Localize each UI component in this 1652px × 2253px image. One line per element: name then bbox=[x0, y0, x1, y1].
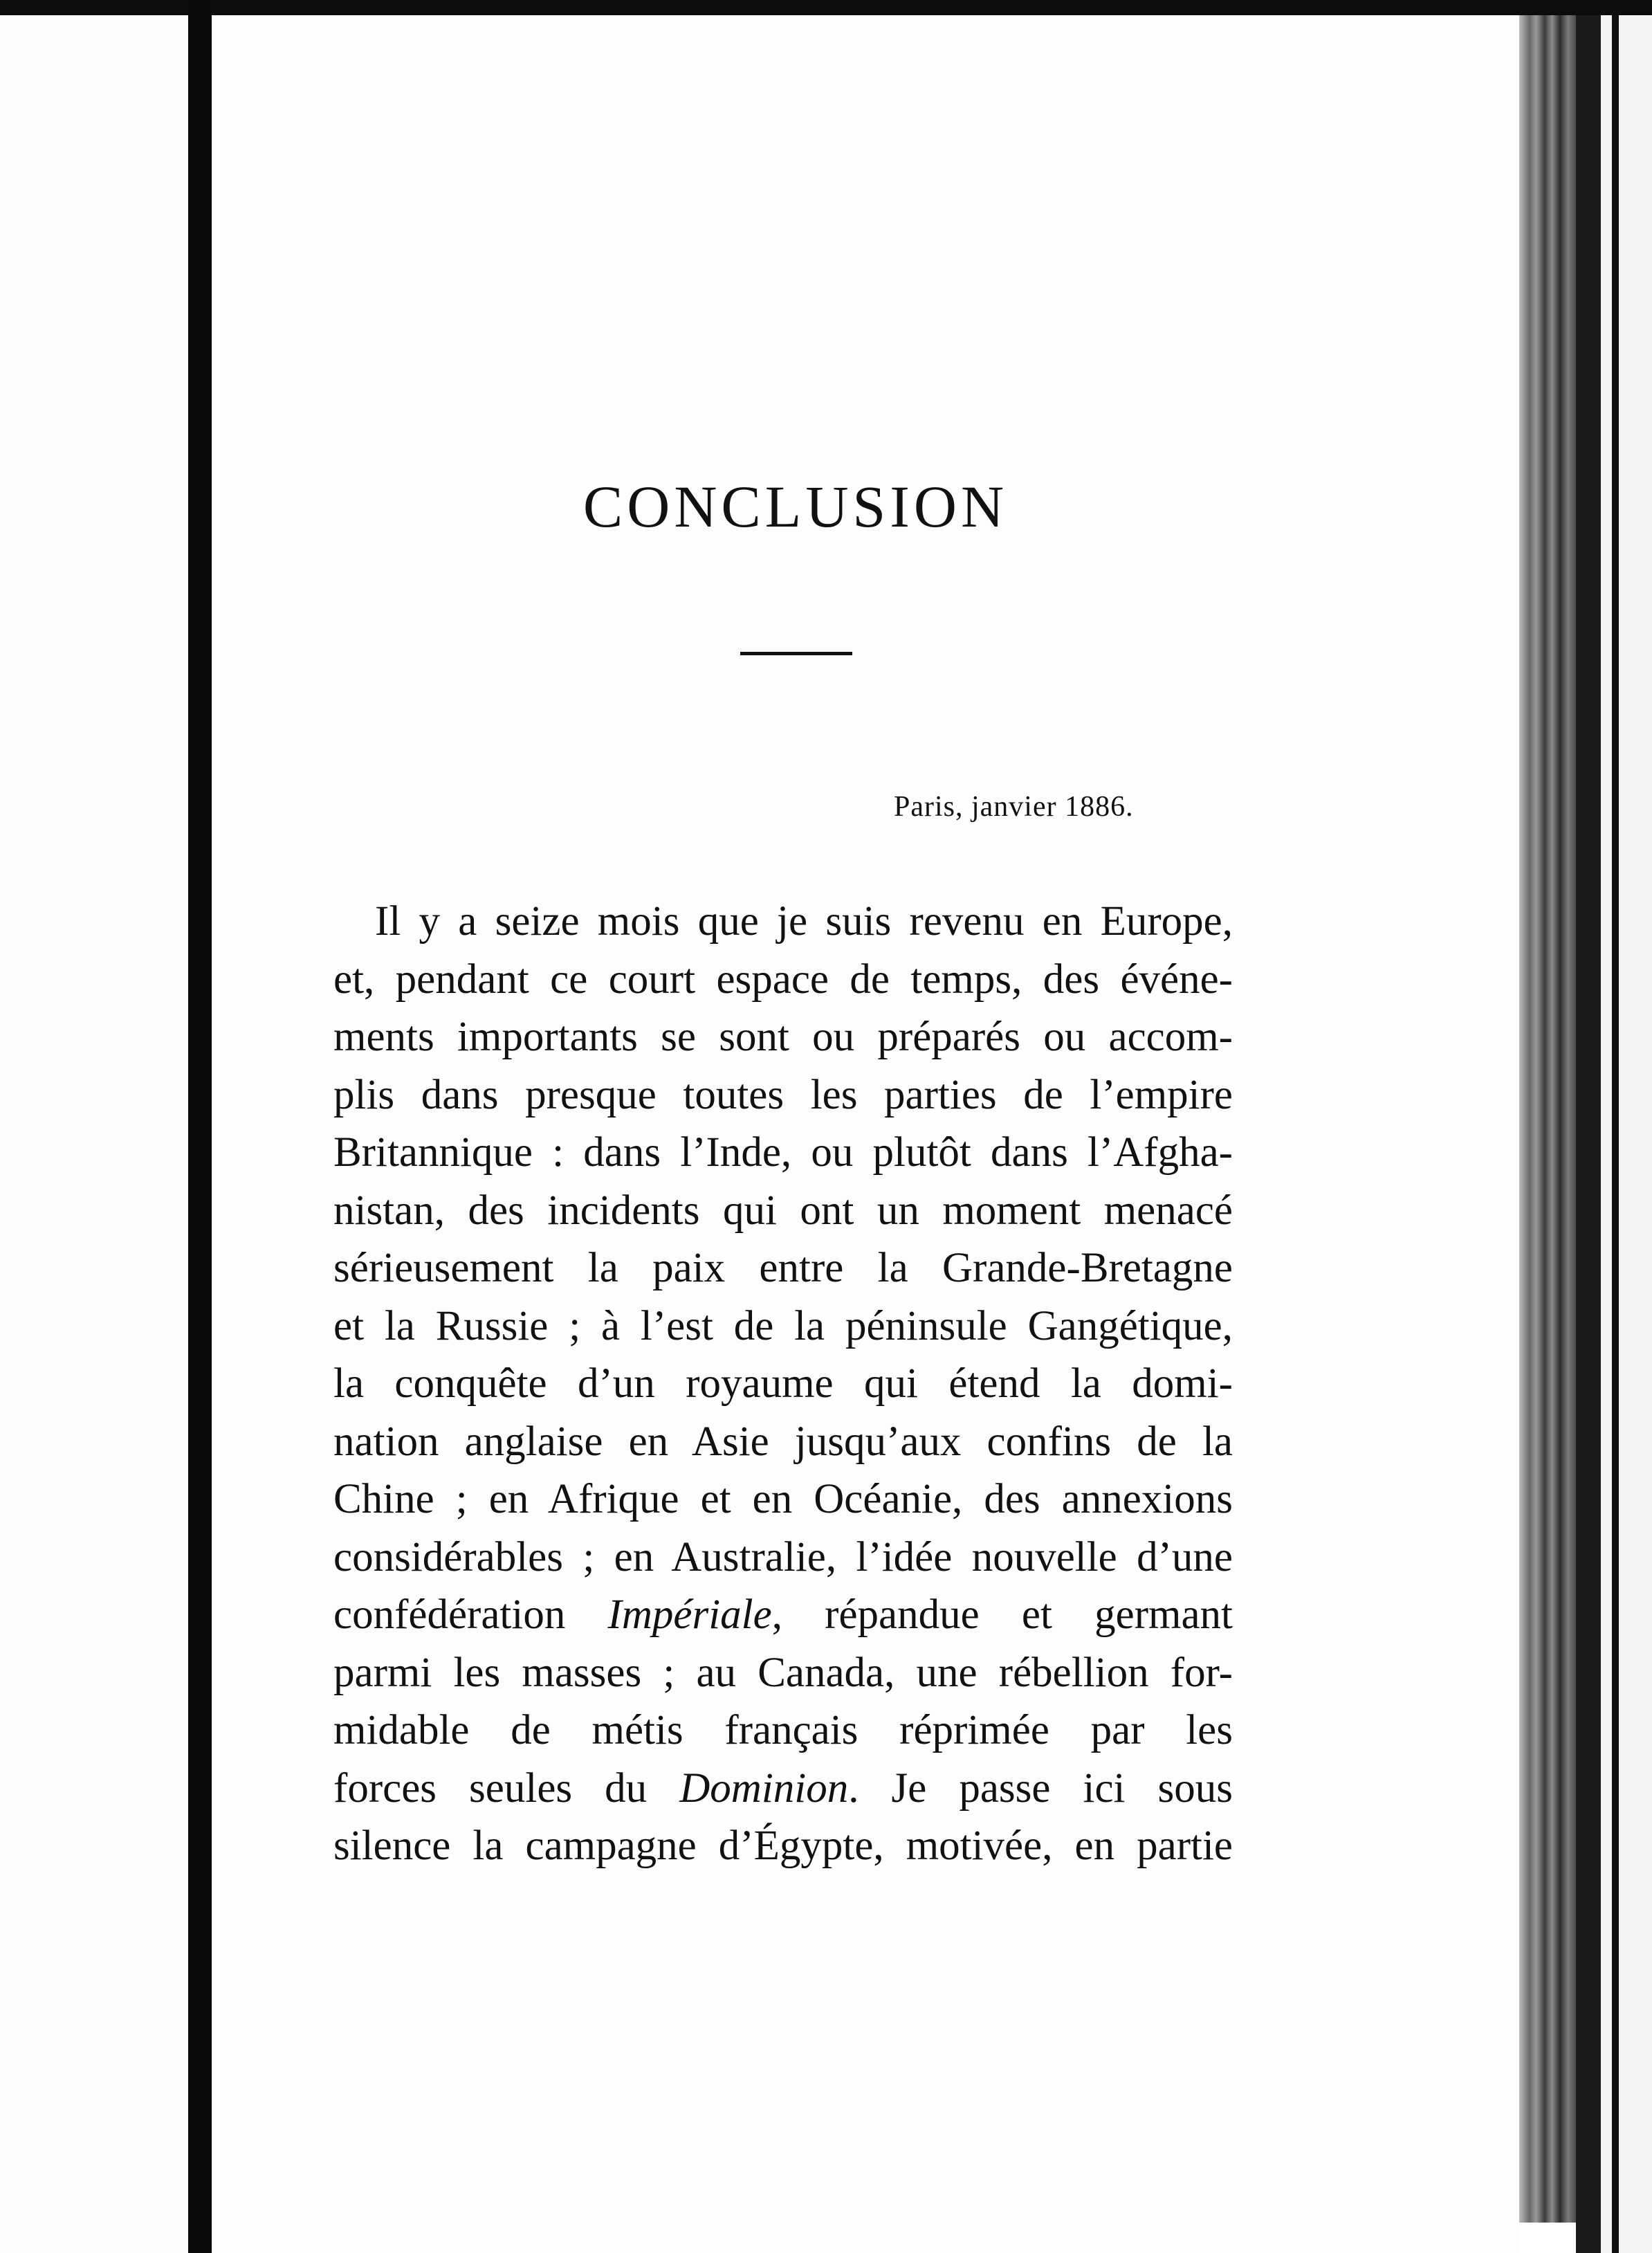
text-line bbox=[333, 1470, 1233, 1529]
text-run: sérieusement la paix entre la Grande-Bretagne bbox=[333, 1245, 1233, 1291]
text-run: considérables ; en Australie, l’idée nouvelle d’une bbox=[333, 1533, 1233, 1580]
book-gutter bbox=[188, 0, 212, 2253]
chapter-title: CONCLUSION bbox=[582, 473, 1009, 540]
text-run: plis dans presque toutes les parties de l’empire bbox=[333, 1071, 1233, 1118]
text-line bbox=[333, 1008, 1233, 1066]
text-line bbox=[333, 1182, 1233, 1240]
text-run: Il y a seize mois que je suis revenu en Europe, bbox=[375, 898, 1233, 945]
facing-page bbox=[0, 15, 188, 2253]
text-line bbox=[333, 1760, 1233, 1818]
text-line bbox=[333, 1529, 1233, 1587]
cover-edge bbox=[1576, 15, 1601, 2253]
text-run: Chine ; en Afrique et en Océanie, des annexions bbox=[333, 1476, 1233, 1522]
text-line bbox=[333, 1239, 1233, 1297]
italic-text: Dominion bbox=[679, 1764, 849, 1812]
text-run: la conquête d’un royaume qui étend la domi- bbox=[333, 1360, 1233, 1407]
dateline: Paris, janvier 1886. bbox=[894, 791, 1134, 823]
text-line bbox=[333, 1702, 1233, 1760]
scan-right-border bbox=[1612, 15, 1619, 2253]
text-line bbox=[333, 951, 1233, 1009]
text-run: confédération bbox=[333, 1591, 608, 1638]
body-paragraph bbox=[333, 893, 1233, 1875]
text-line bbox=[333, 1124, 1233, 1182]
text-line bbox=[333, 1586, 1233, 1644]
text-run: Britannique : dans l’Inde, ou plutôt dans l’Afgha- bbox=[333, 1129, 1233, 1176]
text-run: , répandue et germant bbox=[771, 1591, 1233, 1638]
text-line bbox=[333, 1413, 1233, 1471]
text-line bbox=[333, 1066, 1233, 1124]
text-run: et la Russie ; à l’est de la péninsule Gangétique, bbox=[333, 1302, 1233, 1349]
text-run: nistan, des incidents qui ont un moment menacé bbox=[333, 1187, 1233, 1234]
text-run: . Je passe ici sous bbox=[848, 1764, 1233, 1812]
text-line bbox=[333, 893, 1233, 951]
text-line bbox=[333, 1297, 1233, 1356]
scan-right-margin bbox=[1601, 15, 1652, 2253]
text-run: ments importants se sont ou préparés ou accom- bbox=[333, 1014, 1233, 1060]
text-run: silence la campagne d’Égypte, motivée, en partie bbox=[333, 1823, 1233, 1869]
italic-text: Impériale bbox=[607, 1591, 772, 1638]
text-line bbox=[333, 1355, 1233, 1413]
text-line bbox=[333, 1817, 1233, 1875]
text-line bbox=[333, 1644, 1233, 1702]
text-run: midable de métis français réprimée par les bbox=[333, 1707, 1233, 1753]
title-rule bbox=[740, 652, 852, 655]
text-run: forces seules du bbox=[333, 1764, 680, 1812]
text-run: et, pendant ce court espace de temps, des événe- bbox=[333, 956, 1233, 1003]
scan-top-border bbox=[0, 0, 1652, 15]
page-stack-edge bbox=[1519, 15, 1576, 2223]
text-run: parmi les masses ; au Canada, une rébellion for- bbox=[333, 1649, 1233, 1696]
text-run: nation anglaise en Asie jusqu’aux confins de la bbox=[333, 1418, 1233, 1465]
